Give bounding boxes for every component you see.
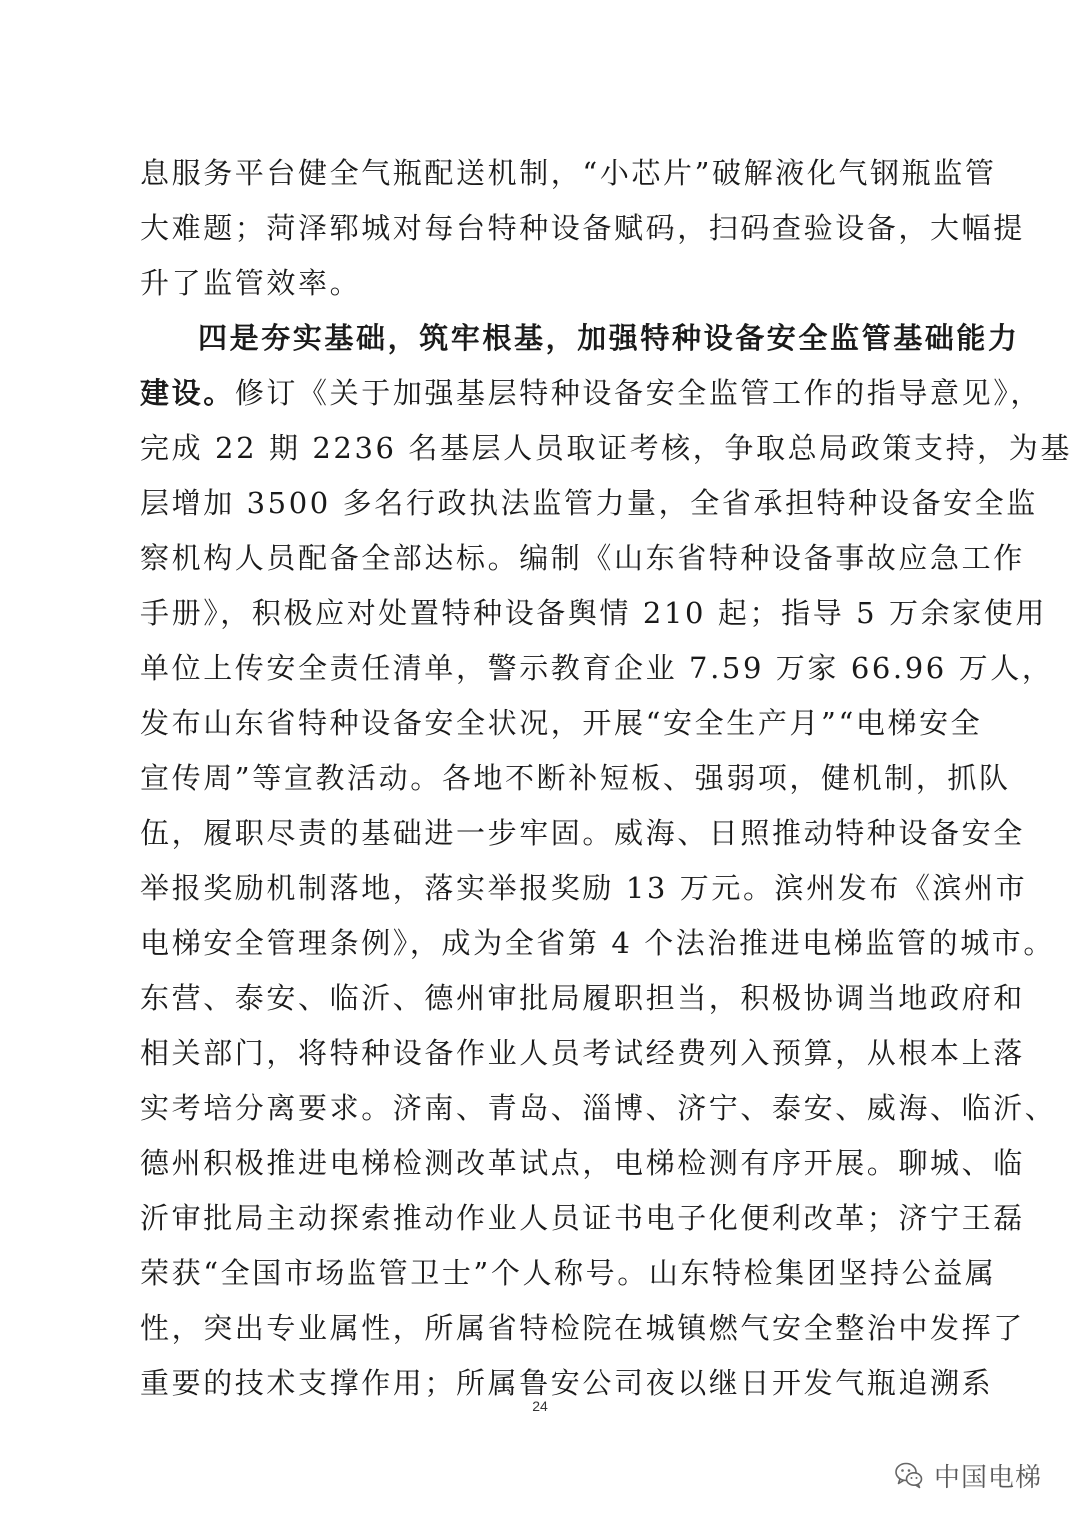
paragraph-line: 息服务平台健全气瓶配送机制，“小芯片”破解液化气钢瓶监管 [140,156,997,190]
paragraph-line: 沂审批局主动探索推动作业人员证书电子化便利改革；济宁王磊 [140,1201,1025,1235]
paragraph-line: 相关部门，将特种设备作业人员考试经费列入预算，从根本上落 [140,1036,1025,1070]
paragraph-line: 荣获“全国市场监管卫士”个人称号。山东特检集团坚持公益属 [140,1256,997,1290]
paragraph-text: 修订《关于加强基层特种设备安全监管工作的指导意见》， [234,376,1042,410]
paragraph-line: 宣传周”等宣教活动。各地不断补短板、强弱项，健机制，抓队 [140,761,1011,795]
paragraph-line: 手册》，积极应对处置特种设备舆情 210 起；指导 5 万余家使用 [140,596,1047,630]
paragraph-line: 完成 22 期 2236 名基层人员取证考核，争取总局政策支持，为基 [140,431,1072,465]
section-heading: 四是夯实基础，筑牢根基，加强特种设备安全监管基础能力 [198,321,1020,355]
paragraph-line: 察机构人员配备全部达标。编制《山东省特种设备事故应急工作 [140,541,1025,575]
paragraph-line: 电梯安全管理条例》，成为全省第 4 个法治推进电梯监管的城市。 [140,926,1055,960]
page-number: 24 [532,1398,548,1414]
paragraph-line-mixed [140,368,1042,418]
section-heading-end: 建设。 [140,376,235,410]
paragraph-line: 单位上传安全责任清单，警示教育企业 7.59 万家 66.96 万人， [140,651,1054,685]
wechat-icon [894,1460,924,1490]
watermark-text: 中国电梯 [933,1462,1042,1493]
paragraph-line: 升了监管效率。 [140,266,362,300]
paragraph-line: 大难题；菏泽郓城对每台特种设备赋码，扫码查验设备，大幅提 [140,211,1025,245]
paragraph-line: 伍，履职尽责的基础进一步牢固。威海、日照推动特种设备安全 [140,816,1025,850]
paragraph-line: 实考培分离要求。济南、青岛、淄博、济宁、泰安、威海、临沂、 [140,1091,1057,1125]
paragraph-line: 发布山东省特种设备安全状况，开展“安全生产月”“电梯安全 [140,706,983,740]
paragraph-line: 举报奖励机制落地，落实举报奖励 13 万元。滨州发布《滨州市 [140,871,1028,905]
paragraph-line: 德州积极推进电梯检测改革试点，电梯检测有序开展。聊城、临 [140,1146,1025,1180]
paragraph-line: 性，突出专业属性，所属省特检院在城镇燃气安全整治中发挥了 [140,1311,1025,1345]
paragraph-line: 层增加 3500 多名行政执法监管力量，全省承担特种设备安全监 [140,486,1038,520]
watermark [894,1455,1042,1495]
paragraph-line: 重要的技术支撑作用；所属鲁安公司夜以继日开发气瓶追溯系 [140,1366,994,1400]
paragraph-line: 东营、泰安、临沂、德州审批局履职担当，积极协调当地政府和 [140,981,1025,1015]
